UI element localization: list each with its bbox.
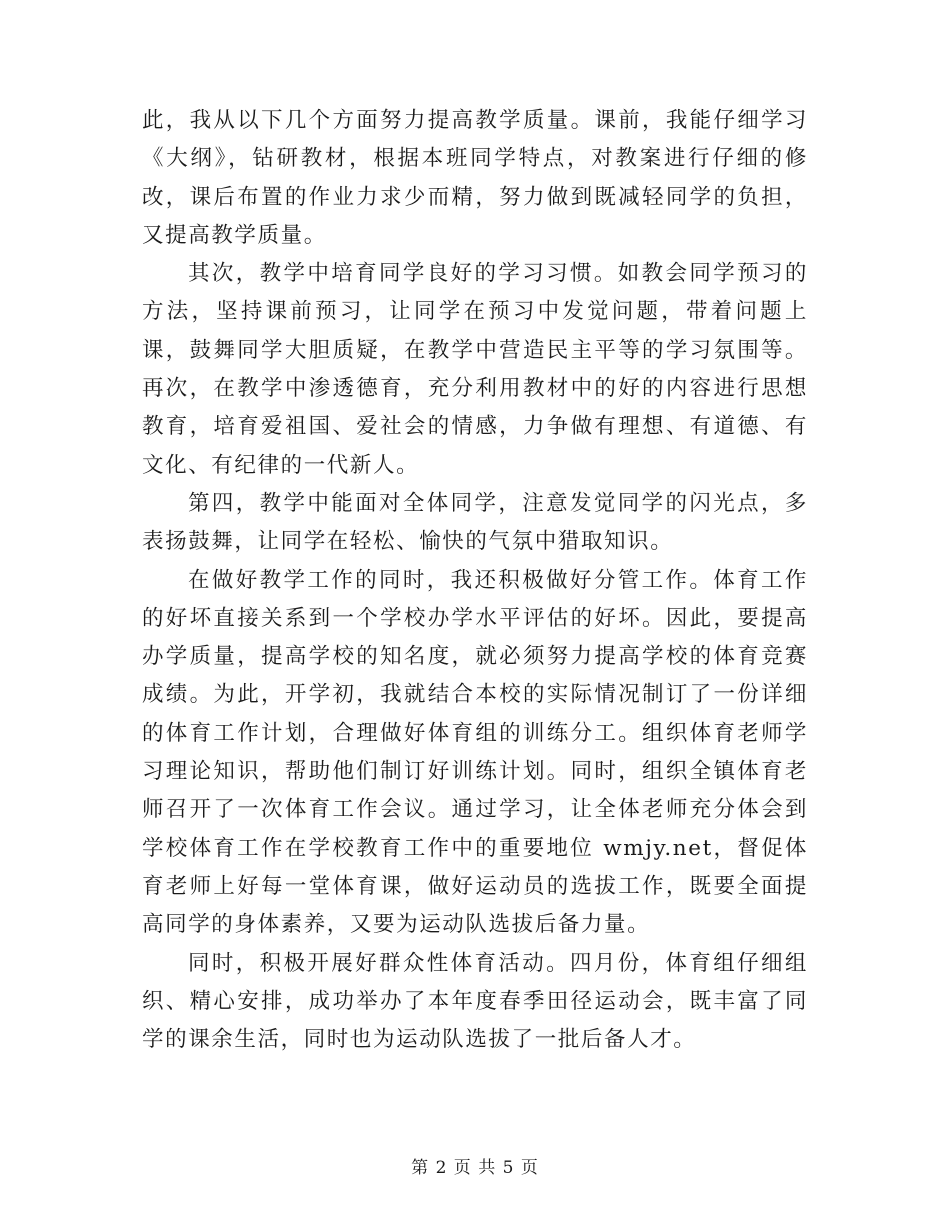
paragraph-fourth: 第四，教学中能面对全体同学，注意发觉同学的闪光点，多表扬鼓舞，让同学在轻松、愉快的气氛中猎取知识。 (142, 490, 808, 555)
page-number: 第 2 页 共 5 页 (411, 1158, 539, 1178)
paragraph-study-habits: 其次，教学中培育同学良好的学习习惯。如教会同学预习的方法，坚持课前预习，让同学在预习中发觉问题，带着问题上课，鼓舞同学大胆质疑，在教学中营造民主平等的学习氛围等。再次，在教学中渗透德育，充分利用教材中的好的内容进行思想教育，培育爱祖国、爱社会的情感，力争做有理想、有道德、有文化、有纪律的一代新人。 (142, 261, 808, 478)
document-body (142, 102, 808, 1059)
paragraph-sports-work: 在做好教学工作的同时，我还积极做好分管工作。体育工作的好坏直接关系到一个学校办学水平评估的好坏。因此，要提高办学质量，提高学校的知名度，就必须努力提高学校的体育竞赛成绩。为此，开学初，我就结合本校的实际情况制订了一份详细的体育工作计划，合理做好体育组的训练分工。组织体育老师学习理论知识，帮助他们制订好训练计划。同时，组织全镇体育老师召开了一次体育工作会议。通过学习，让全体老师充分体会到学校体育工作在学校教育工作中的重要地位 wmjy.net，督促体育老师上好每一堂体育课，做好运动员的选拔工作，既要全面提高同学的身体素养，又要为运动队选拔后备力量。 (142, 567, 808, 938)
paragraph-continued: 此，我从以下几个方面努力提高教学质量。课前，我能仔细学习《大纲》，钻研教材，根据本班同学特点，对教案进行仔细的修改，课后布置的作业力求少而精，努力做到既减轻同学的负担，又提高教学质量。 (142, 108, 808, 248)
page-footer (0, 1153, 950, 1178)
paragraph-sports-activities: 同时，积极开展好群众性体育活动。四月份，体育组仔细组织、精心安排，成功举办了本年度春季田径运动会，既丰富了同学的课余生活，同时也为运动队选拔了一批后备人才。 (142, 950, 808, 1053)
